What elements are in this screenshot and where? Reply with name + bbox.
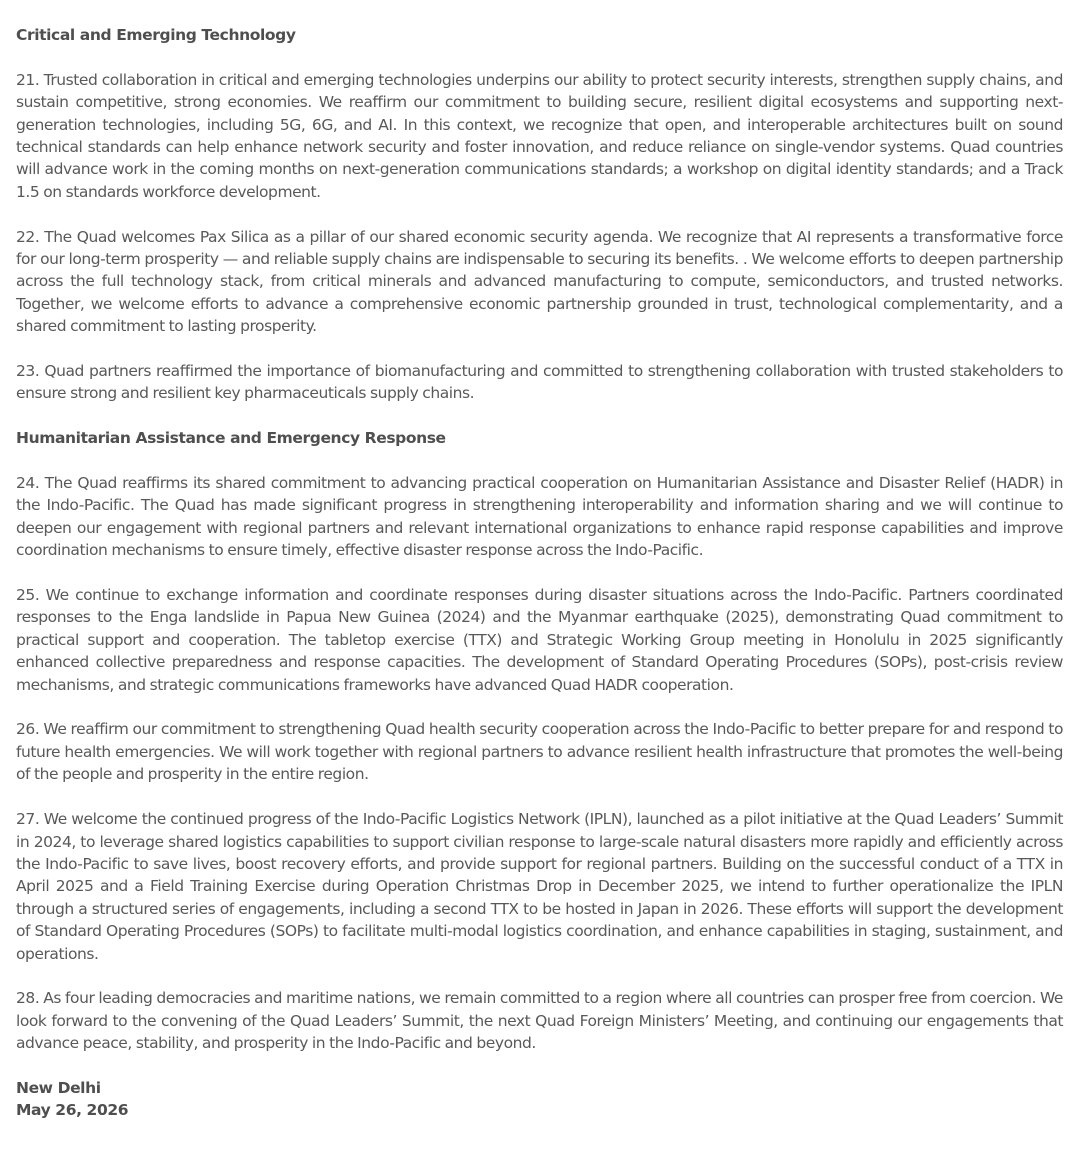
paragraph-26: 26. We reaffirm our commitment to strengthening Quad health security cooperation across the Indo-Pacific to better prepare for and respond to future health emergencies. We will work together with regional partners to advance resilient health infrastructure that promotes the well-being of the people and prosperity in the entire region. bbox=[16, 720, 1063, 784]
closing-block bbox=[16, 1077, 1063, 1122]
closing-place: New Delhi bbox=[16, 1078, 101, 1097]
section-heading: Critical and Emerging Technology bbox=[16, 26, 296, 44]
paragraph-27: 27. We welcome the continued progress of the Indo-Pacific Logistics Network (IPLN), launched as a pilot initiative at the Quad Leaders’ Summit in 2024, to leverage shared logistics capabilities to support civilian response to large-scale natural disasters more rapidly and efficiently across the Indo-Pacific to save lives, boost recovery efforts, and provide support for regional partners. Building on the successful conduct of a TTX in April 2025 and a Field Training Exercise during Operation Christmas Drop in December 2025, we intend to further operationalize the IPLN through a structured series of engagements, including a second TTX to be hosted in Japan in 2026. These efforts will support the development of Standard Operating Procedures (SOPs) to facilitate multi-modal logistics coordination, and enhance capabilities in staging, sustainment, and operations. bbox=[16, 810, 1063, 963]
section-heading: Humanitarian Assistance and Emergency Response bbox=[16, 429, 446, 448]
paragraph-28: 28. As four leading democracies and maritime nations, we remain committed to a region where all countries can prosper free from coercion. We look forward to the convening of the Quad Leaders’ Summit, the next Quad Foreign Ministers’ Meeting, and continuing our engagements that advance peace, stability, and prosperity in the Indo-Pacific and beyond. bbox=[16, 989, 1063, 1053]
section-humanitarian-assistance bbox=[16, 427, 1063, 1054]
document-body bbox=[16, 24, 1063, 1122]
paragraph-22: 22. The Quad welcomes Pax Silica as a pillar of our shared economic security agenda. We recognize that AI represents a transformative force for our long-term prosperity — and reliable supply chains are indispensable to securing its benefits. . We welcome efforts to deepen partnership across the full technology stack, from critical minerals and advanced manufacturing to compute, semiconductors, and trusted networks. Together, we welcome efforts to advance a comprehensive economic partnership grounded in trust, technological complementarity, and a shared commitment to lasting prosperity. bbox=[16, 227, 1063, 336]
paragraph-21: 21. Trusted collaboration in critical and emerging technologies underpins our ability to protect security interests, strengthen supply chains, and sustain competitive, strong economies. We reaffirm our commitment to building secure, resilient digital ecosystems and supporting next-generation technologies, including 5G, 6G, and AI. In this context, we recognize that open, and interoperable architectures built on sound technical standards can help enhance network security and foster innovation, and reduce reliance on single-vendor systems. Quad countries will advance work in the coming months on next-generation communications standards; a workshop on digital identity standards; and a Track 1.5 on standards workforce development. bbox=[16, 70, 1063, 201]
closing-date: May 26, 2026 bbox=[16, 1101, 129, 1120]
paragraph-25: 25. We continue to exchange information and coordinate responses during disaster situations across the Indo-Pacific. Partners coordinated responses to the Enga landslide in Papua New Guinea (2024) and the Myanmar earthquake (2025), demonstrating Quad commitment to practical support and cooperation. The tabletop exercise (TTX) and Strategic Working Group meeting in Honolulu in 2025 significantly enhanced collective preparedness and response capacities. The development of Standard Operating Procedures (SOPs), post-crisis review mechanisms, and strategic communications frameworks have advanced Quad HADR cooperation. bbox=[16, 586, 1063, 694]
paragraph-23: 23. Quad partners reaffirmed the importance of biomanufacturing and committed to strengthening collaboration with trusted stakeholders to ensure strong and resilient key pharmaceuticals supply chains. bbox=[16, 362, 1063, 403]
paragraph-24: 24. The Quad reaffirms its shared commitment to advancing practical cooperation on Humanitarian Assistance and Disaster Relief (HADR) in the Indo-Pacific. The Quad has made significant progress in strengthening interoperability and information sharing and we will continue to deepen our engagement with regional partners and relevant international organizations to enhance rapid response capabilities and improve coordination mechanisms to ensure timely, effective disaster response across the Indo-Pacific. bbox=[16, 474, 1063, 560]
section-critical-emerging-technology bbox=[16, 24, 1063, 405]
